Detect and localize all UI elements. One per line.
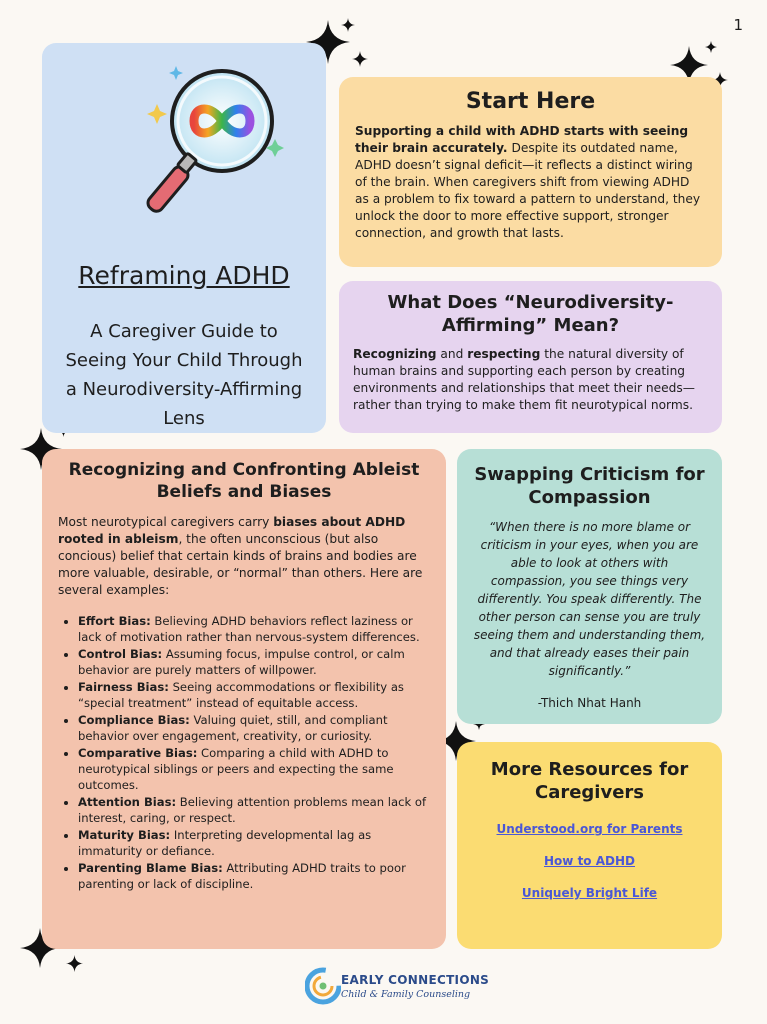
biases-intro-bold: biases about ADHD rooted in ableism [58,515,406,546]
neurodiversity-text [353,346,708,414]
bias-name: Attention Bias: [78,795,177,809]
list-item [78,794,430,826]
link-uniquely-bright-life[interactable]: Uniquely Bright Life [521,886,658,900]
logo-mark-icon [305,967,341,1005]
bias-text: Believing ADHD behaviors reflect laziness or lack of motivation rather than nervous-system differences. [78,614,420,644]
resources-card [457,742,722,949]
start-here-body: Despite its outdated name, ADHD doesn’t signal deficit—it reflects a distinct wiring of the brain. When caregivers shift from viewing ADHD as a problem to fix toward a pattern to understand, they unlock the door to more effective support, stronger connection, and growth that lasts. [355,141,701,240]
compassion-quote: “When there is no more blame or criticism in your eyes, when you are able to look at others with compassion, you see things very differently. You speak differently. The other person can sense you are truly seeing them and understanding them, and that already eases their pain significantly.” [473,520,706,678]
list-item [78,745,430,793]
hero-card [42,43,326,433]
bias-name: Maturity Bias: [78,828,171,842]
sparkle-icon [341,18,355,32]
compassion-card [457,449,722,724]
bias-text: Attributing ADHD traits to poor parenting or lack of discipline. [78,861,406,891]
biases-intro-a: Most neurotypical caregivers carry [58,515,274,529]
start-here-text [355,123,706,242]
list-item [78,613,430,645]
early-connections-logo [305,965,490,1007]
sparkle-icon [705,41,717,53]
sparkle-icon [352,51,368,67]
nd-bold-recognizing: Recognizing [353,347,437,361]
link-how-to-adhd[interactable]: How to ADHD [544,854,635,868]
bias-text: Assuming focus, impulse control, or calm behavior are purely matters of willpower. [78,647,405,677]
bias-text: Seeing accommodations or flexibility as “special treatment” instead of equitable access. [78,680,404,710]
bias-list [58,613,430,892]
neurodiversity-title: What Does “Neurodiversity-Affirming” Mean? [387,292,674,336]
link-understood[interactable]: Understood.org for Parents [496,822,683,836]
list-item [78,712,430,744]
list-item [78,679,430,711]
sparkle-icon [66,955,83,972]
bias-text: Interpreting developmental lag as immaturity or defiance. [78,828,372,858]
neurodiversity-card [339,281,722,433]
start-here-card [339,77,722,267]
logo-line2: Child & Family Counseling [341,989,471,1000]
quote-author: -Thich Nhat Hanh [537,696,642,710]
list-item [78,860,430,892]
page-number: 1 [733,16,743,34]
start-here-title: Start Here [465,89,596,114]
bias-text: Believing attention problems mean lack of interest, caring, or respect. [78,795,427,825]
compassion-title: Swapping Criticism for Compassion [474,464,705,508]
start-here-lead: Supporting a child with ADHD starts with seeing their brain accurately. [355,124,689,155]
nd-bold-respecting: respecting [467,347,541,361]
list-item [78,646,430,678]
page-title: Reframing ADHD [78,261,290,290]
magnifying-glass-infinity-icon [134,61,284,251]
bias-name: Parenting Blame Bias: [78,861,223,875]
biases-card [42,449,446,949]
biases-title: Recognizing and Confronting Ableist Beliefs and Biases [68,460,420,502]
bias-name: Comparative Bias: [78,746,198,760]
nd-and: and [436,347,468,361]
nd-body: the natural diversity of human brains and supporting each person by creating environments and relationships that meet their needs—rather than trying to make them fit neurotypical norms. [353,347,695,412]
bias-name: Fairness Bias: [78,680,169,694]
bias-name: Compliance Bias: [78,713,190,727]
bias-name: Control Bias: [78,647,163,661]
biases-intro [58,514,430,599]
resources-title: More Resources for Caregivers [490,759,689,803]
bias-text: Comparing a child with ADHD to neurotypical siblings or peers and expecting the same outcomes. [78,746,394,792]
biases-intro-b: , the often unconscious (but also concious) belief that certain kinds of brains and bodies are more valuable, desirable, or “normal” than others. Here are several examples: [58,532,423,597]
bias-name: Effort Bias: [78,614,151,628]
logo-line1: EARLY CONNECTIONS [341,973,490,987]
bias-text: Valuing quiet, still, and compliant behavior over engagement, creativity, or curiosity. [78,713,388,743]
list-item [78,827,430,859]
page-subtitle: A Caregiver Guide to Seeing Your Child Through a Neurodiversity-Affirming Lens [65,321,303,429]
